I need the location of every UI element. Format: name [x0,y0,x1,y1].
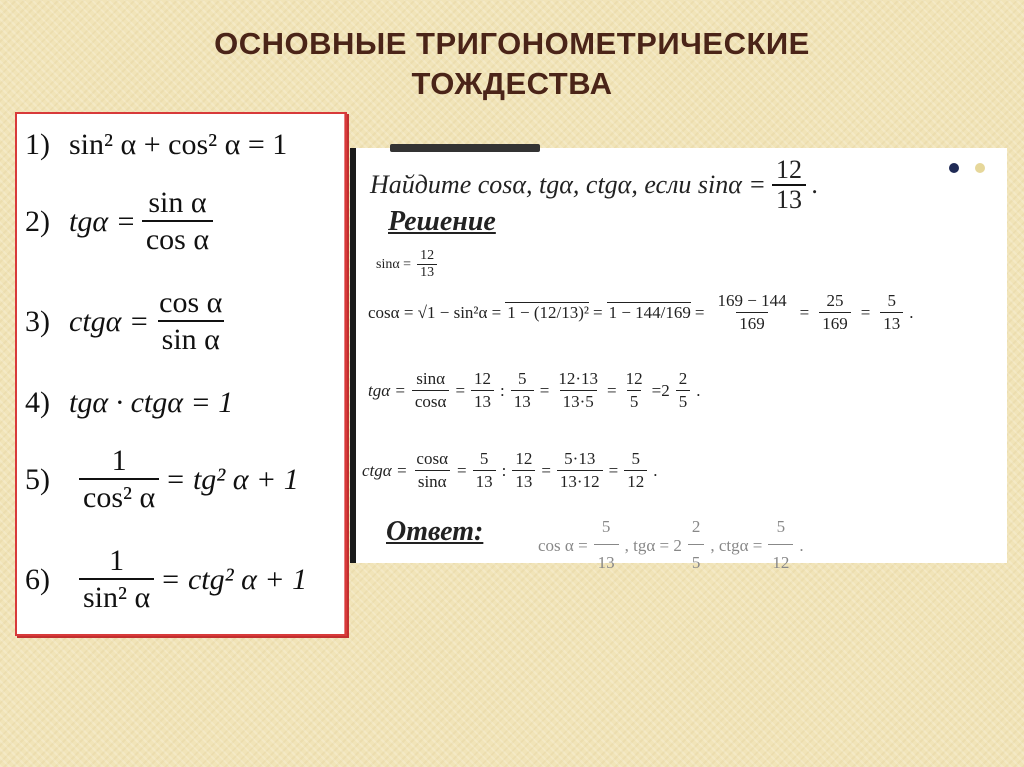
answer-cos: cos α = [538,535,588,555]
cos-step-4 [819,290,851,335]
fraction-denominator: 13 [772,184,806,214]
identity-number: 1) [25,128,50,161]
title-line-2: ТОЖДЕСТВА [411,66,613,101]
identity-fraction [79,444,159,516]
fraction-numerator: 169 − 144 [717,291,787,310]
fraction-numerator: 5 [479,449,489,468]
fraction-denominator: 13·5 [560,390,597,413]
fraction-denominator: 13·12 [557,470,603,493]
fraction-denominator: sin² α [79,578,154,616]
fraction-denominator: sin α [158,320,224,358]
identity-fraction [79,544,154,616]
fraction-numerator: sinα [416,369,446,388]
fraction-numerator: 5·13 [564,449,596,468]
fraction-denominator: 12 [768,544,793,581]
identity-expr: tgα · ctgα = 1 [69,386,234,419]
fraction-numerator: 5 [601,517,611,536]
fraction-denominator: cos² α [79,478,159,516]
task-fraction [772,156,806,214]
slide-title [0,24,1024,104]
tg-lhs: tgα = [368,380,406,400]
answer-label: Ответ: [386,516,484,547]
identity-3 [25,286,232,358]
answer-tg: , tgα = 2 [624,535,682,555]
cos-result [880,290,903,335]
given-line [376,248,443,281]
cropped-heading-fragment [390,144,540,152]
fraction-numerator: 1 [111,444,127,477]
decorative-dots [937,160,985,178]
identity-5 [25,444,299,516]
cos-step-1: 1 − (12/13)² [507,303,589,322]
identity-fraction [155,286,226,358]
fraction-denominator: 13 [512,470,535,493]
fraction-denominator: 13 [473,470,496,493]
cos-line: cosα = √1 − sin²α = 1 − (12/13)² = 1 − 144/169 = $\frac{169 - 144}{169}$ = $\frac{25}{169}$ = $\frac{5}{13}$ . [368,291,914,333]
cos-step-3 [715,290,790,335]
identity-2 [25,186,219,258]
identity-rhs: = ctg² α + 1 [160,563,308,596]
identity-fraction [142,186,213,258]
ctg-line: ctgα = $\frac{\cos\alpha}{\sin\alpha}$ = $\frac{5}{13}$ : $\frac{12}{13}$ = $\frac{5\cdot 13}{13\cdot 12}$ = $\frac{5}{12}$ . [362,449,658,491]
fraction-denominator: 5 [688,544,705,581]
fraction-denominator: 13 [471,390,494,413]
fraction-denominator: sinα [415,470,450,493]
identity-number: 3) [25,305,50,338]
ctg-lhs: ctgα = [362,460,408,480]
dot-icon [949,163,959,173]
given-lhs: sinα = [376,256,412,272]
dot-icon [975,163,985,173]
fraction-denominator: cos α [142,220,213,258]
fraction-denominator: 12 [624,470,647,493]
fraction-denominator: cosα [412,390,450,413]
solution-heading: Решение [388,206,496,237]
identity-lhs: tgα = [69,205,136,238]
fraction-denominator: 169 [819,312,851,335]
fraction-numerator: 12 [474,369,492,388]
fraction-denominator: 5 [627,390,642,413]
fraction-numerator: 1 [109,544,125,577]
identities-card [15,112,347,636]
fraction-numerator: 12 [625,369,643,388]
task-statement: Найдите cosα, tgα, ctgα, если sinα = $\frac{12}{13}$ . [370,155,819,214]
identity-6 [25,544,307,616]
fraction-denominator: 5 [676,390,691,413]
title-line-1: ОСНОВНЫЕ ТРИГОНОМЕТРИЧЕСКИЕ [214,26,810,61]
fraction-numerator: 12 [420,248,435,263]
cos-lhs: cosα = √1 − sin²α = [368,302,502,322]
fraction-numerator: 12 [515,449,533,468]
task-text: Найдите cosα, tgα, ctgα, если sinα = [370,170,766,199]
fraction-numerator: 5 [776,517,786,536]
fraction-numerator: cosα [416,449,448,468]
fraction-numerator: 2 [691,517,701,536]
fraction-numerator: 5 [887,291,897,310]
answer-text: cos α = $\frac{5}{13}$ , tgα = 2 $\frac{2}{5}$ , ctgα = $\frac{5}{12}$ . [538,510,804,581]
tg-line: tgα = $\frac{\sin\alpha}{\cos\alpha}$ = $\frac{12}{13}$ : $\frac{5}{13}$ = $\frac{12\cdot 13}{13\cdot 5}$ = $\frac{12}{5}$ = 2 $\frac{2}{5}$ . [368,369,701,411]
identity-1 [25,128,287,162]
tg-result-whole: 2 [661,380,670,400]
identity-number: 5) [25,463,50,496]
fraction-numerator: 5 [518,369,527,388]
identity-number: 2) [25,205,50,238]
cos-step-2: 1 − 144/169 [608,303,691,322]
identity-lhs: ctgα = [69,305,150,338]
fraction-numerator: 25 [826,291,844,310]
fraction-numerator: 5 [631,449,640,468]
fraction-numerator: cos α [159,286,223,319]
answer-ctg: , ctgα = [710,535,763,555]
fraction-numerator: sin α [148,186,207,219]
fraction-numerator: 12·13 [558,369,599,388]
identity-number: 4) [25,386,50,419]
identity-4 [25,386,233,420]
identity-number: 6) [25,563,50,596]
identity-expr: sin² α + cos² α = 1 [69,128,288,161]
given-fraction [417,248,437,281]
fraction-numerator: 12 [775,155,802,184]
fraction-denominator: 13 [594,544,619,581]
fraction-denominator: 13 [880,312,903,335]
fraction-denominator: 13 [417,264,437,281]
fraction-numerator: 2 [678,369,688,388]
solution-panel [350,148,1007,572]
fraction-denominator: 169 [736,312,768,335]
fraction-denominator: 13 [511,390,534,413]
identity-rhs: = tg² α + 1 [165,463,299,496]
